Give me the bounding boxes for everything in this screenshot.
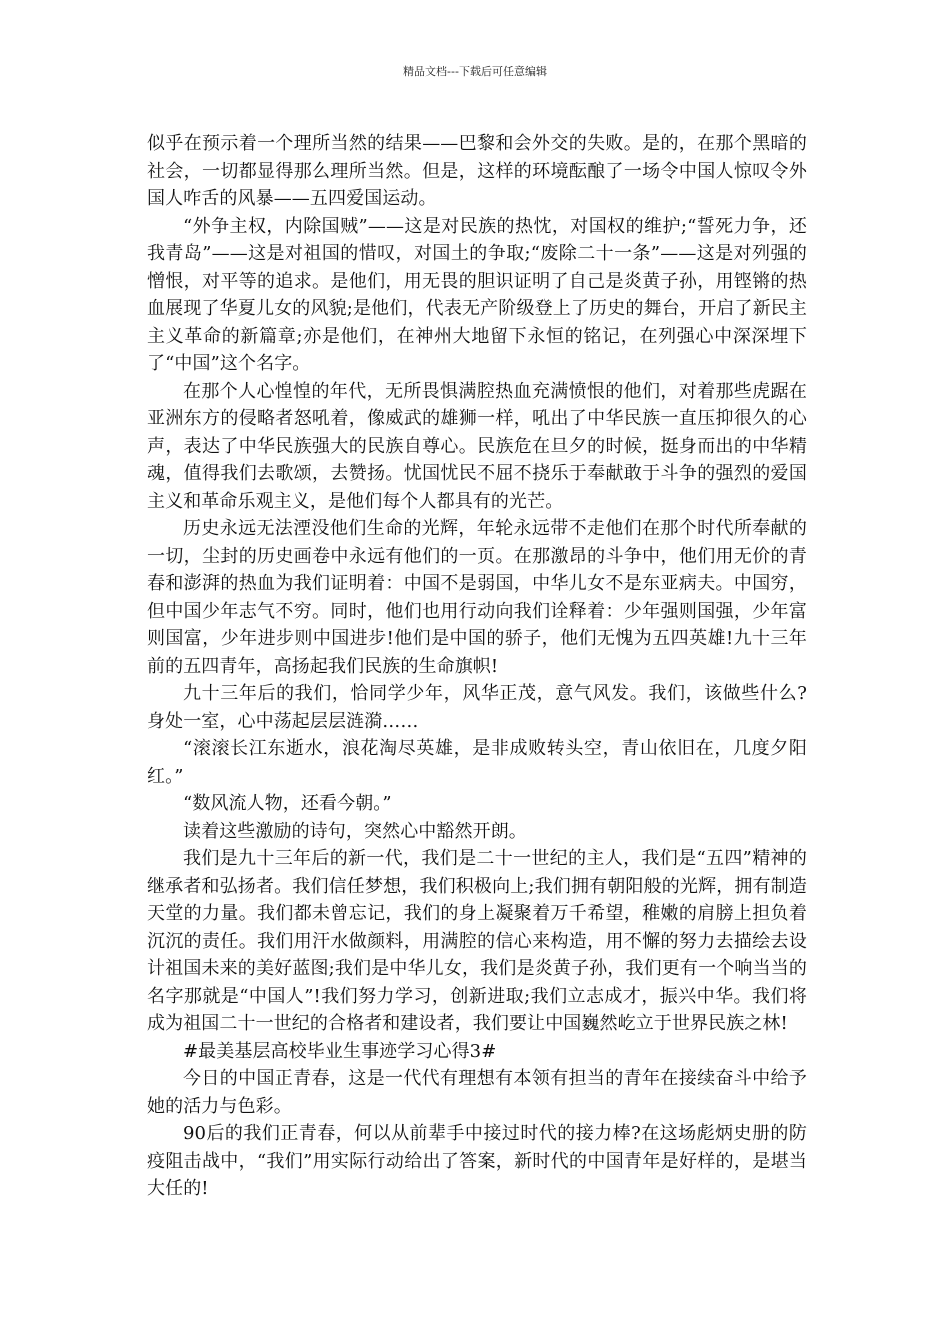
section-heading: #最美基层高校毕业生事迹学习心得3#	[183, 1040, 497, 1062]
paragraph-10: 今日的中国正青春，这是一代代有理想有本领有担当的青年在接续奋斗中给予她的活力与色彩。	[147, 1068, 807, 1117]
paragraph-1: 似乎在预示着一个理所当然的结果——巴黎和会外交的失败。是的，在那个黑暗的社会，一切都显得那么理所当然。但是，这样的环境酝酿了一场令中国人惊叹令外国人咋舌的风暴——五四爱国运动。	[147, 133, 807, 209]
paragraph-5: 九十三年后的我们，恰同学少年，风华正茂，意气风发。我们，该做些什么?身处一室，心中荡起层层涟漪……	[147, 683, 807, 732]
paragraph-6: “滚滚长江东逝水，浪花淘尽英雄，是非成败转头空，青山依旧在，几度夕阳红。”	[147, 738, 807, 787]
paragraph-11: 90后的我们正青春，何以从前辈手中接过时代的接力棒?在这场彪炳史册的防疫阻击战中，“我们”用实际行动给出了答案，新时代的中国青年是好样的，是堪当大任的!	[147, 1123, 807, 1199]
paragraph-3: 在那个人心惶惶的年代，无所畏惧满腔热血充满愤恨的他们，对着那些虎踞在亚洲东方的侵略者怒吼着，像威武的雄狮一样，吼出了中华民族一直压抑很久的心声，表达了中华民族强大的民族自尊心。民族危在旦夕的时候，挺身而出的中华精魂，值得我们去歌颂，去赞扬。忧国忧民不屈不挠乐于奉献敢于斗争的强烈的爱国主义和革命乐观主义，是他们每个人都具有的光芒。	[147, 380, 807, 512]
paragraph-7: “数风流人物，还看今朝。”	[183, 793, 392, 814]
paragraph-9: 我们是九十三年后的新一代，我们是二十一世纪的主人，我们是“五四”精神的继承者和弘扬者。我们信任梦想，我们积极向上;我们拥有朝阳般的光辉，拥有制造天堂的力量。我们都未曾忘记，我们的身上凝聚着万千希望，稚嫩的肩膀上担负着沉沉的责任。我们用汗水做颜料，用满腔的信心来构造，用不懈的努力去描绘去设计祖国未来的美好蓝图;我们是中华儿女，我们是炎黄子孙，我们更有一个响当当的名字那就是“中国人”!我们努力学习，创新进取;我们立志成才，振兴中华。我们将成为祖国二十一世纪的合格者和建设者，我们要让中国巍然屹立于世界民族之林!	[147, 848, 807, 1034]
paragraph-2: “外争主权，内除国贼”——这是对民族的热忱，对国权的维护;“誓死力争，还我青岛”——这是对祖国的惜叹，对国土的争取;“废除二十一条”——这是对列强的憎恨，对平等的追求。是他们，用无畏的胆识证明了自己是炎黄子孙，用铿锵的热血展现了华夏儿女的风貌;是他们，代表无产阶级登上了历史的舞台，开启了新民主主义革命的新篇章;亦是他们，在神州大地留下永恒的铭记，在列强心中深深埋下了“中国”这个名字。	[147, 215, 807, 374]
document-body	[147, 130, 807, 1203]
paragraph-8: 读着这些激励的诗句，突然心中豁然开朗。	[183, 820, 527, 842]
page-header: 精品文档---下载后可任意编辑	[403, 65, 547, 78]
paragraph-4: 历史永远无法湮没他们生命的光辉，年轮永远带不走他们在那个时代所奉献的一切，尘封的历史画卷中永远有他们的一页。在那激昂的斗争中，他们用无价的青春和澎湃的热血为我们证明着：中国不是弱国，中华儿女不是东亚病夫。中国穷，但中国少年志气不穷。同时，他们也用行动向我们诠释着：少年强则国强，少年富则国富，少年进步则中国进步!他们是中国的骄子，他们无愧为五四英雄!九十三年前的五四青年，高扬起我们民族的生命旗帜!	[147, 518, 807, 677]
